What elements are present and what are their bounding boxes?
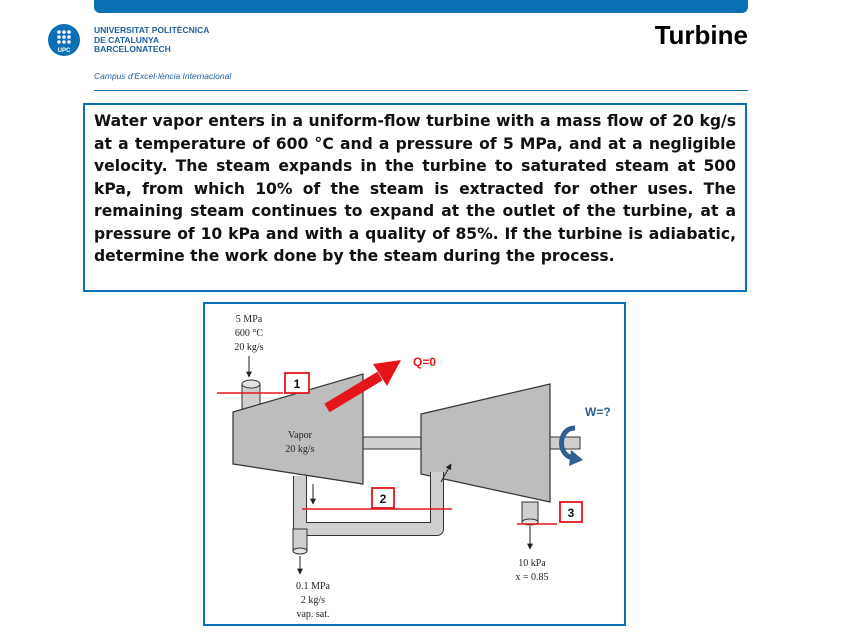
inlet-pipe-end bbox=[242, 380, 260, 388]
turbine-diagram-svg bbox=[205, 304, 628, 628]
campus-tagline: Campus d'Excel·lència Internacional bbox=[94, 71, 232, 81]
university-name-line-2: DE CATALUNYA bbox=[94, 34, 160, 45]
state-3-label: 3 bbox=[567, 506, 575, 520]
top-accent-bar bbox=[94, 0, 748, 13]
turbine-shaft bbox=[363, 437, 423, 449]
heat-label: Q=0 bbox=[413, 355, 437, 369]
university-name-line-3: BARCELONATECH bbox=[94, 44, 171, 54]
extraction-pressure-label: 0.1 MPa bbox=[296, 581, 330, 592]
university-name bbox=[94, 26, 209, 55]
output-shaft bbox=[550, 437, 580, 449]
university-name-line-1: UNIVERSITAT POLITÈCNICA bbox=[94, 25, 210, 35]
crossover-pipe bbox=[300, 472, 437, 529]
turbine-vapor-label: Vapor bbox=[288, 430, 312, 441]
work-label: W=? bbox=[585, 405, 611, 419]
problem-statement: Water vapor enters in a uniform-flow turbine with a mass flow of 20 kg/s at a temperature of 600 °C and a pressure of 5 MPa, and at a negligible velocity. The steam expands in the turbine to saturated steam at 500 kPa, from which 10% of the steam is extracted for other uses. The remaining steam continues to expand at the outlet of the turbine, at a pressure of 10 kPa and with a quality of 85%. If the turbine is adiabatic, determine the work done by the steam during the process. bbox=[94, 112, 736, 265]
logo-badge: UPC bbox=[57, 48, 71, 54]
slide-title: Turbine bbox=[654, 20, 748, 50]
turbine-flow-label: 20 kg/s bbox=[285, 444, 315, 455]
upc-logo-icon bbox=[48, 24, 80, 56]
inlet-flow-label: 20 kg/s bbox=[234, 342, 264, 353]
extraction-state-label: vap. sat. bbox=[296, 609, 330, 620]
inlet-pressure-label: 5 MPa bbox=[235, 314, 263, 325]
outlet-quality-label: x = 0.85 bbox=[515, 572, 549, 583]
outlet-pressure-label: 10 kPa bbox=[518, 558, 546, 569]
state-1-label: 1 bbox=[293, 377, 301, 391]
state-2-label: 2 bbox=[379, 492, 387, 506]
inlet-temperature-label: 600 °C bbox=[234, 328, 264, 339]
header-divider bbox=[94, 90, 748, 91]
problem-statement-box bbox=[83, 103, 747, 292]
upc-logo-dots-icon bbox=[48, 24, 80, 56]
extraction-flow-label: 2 kg/s bbox=[300, 595, 326, 606]
crossover-pipe-outline bbox=[300, 472, 437, 529]
extraction-pipe-end bbox=[293, 548, 307, 554]
turbine-diagram bbox=[203, 302, 626, 626]
rotation-arrowhead-icon bbox=[569, 450, 583, 466]
